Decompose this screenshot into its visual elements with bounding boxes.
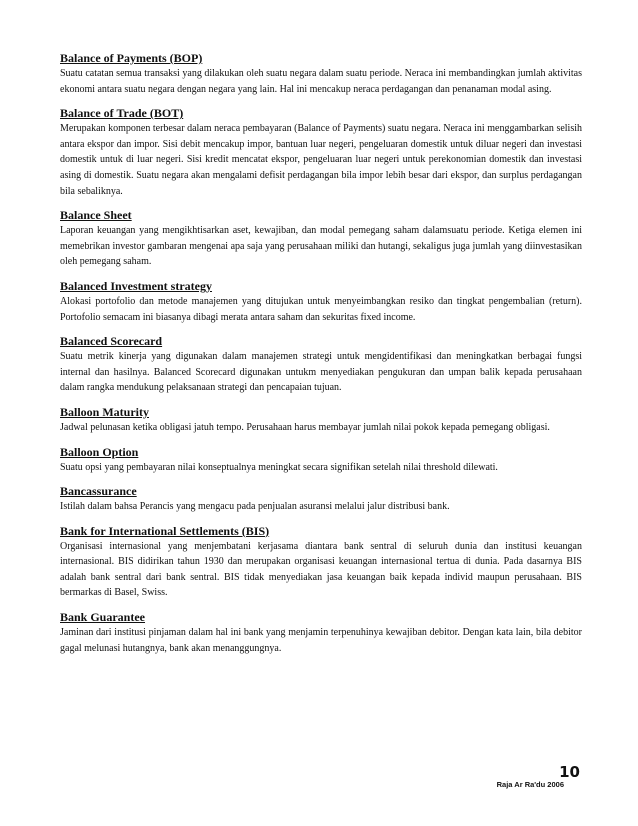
entry-term: Balanced Scorecard xyxy=(60,334,163,349)
entry-term: Balloon Option xyxy=(60,444,139,459)
author-credit: Raja Ar Ra'du 2006 xyxy=(496,780,564,789)
entry-definition: Jaminan dari institusi pinjaman dalam hal ini bank yang menjamin terpenuhinya kewajiban debitor. Dengan kata lain, bila debitor gagal melunasi hutangnya, bank akan menanggungnya. xyxy=(60,627,582,654)
glossary-entry xyxy=(60,609,582,656)
entry-term: Balloon Maturity xyxy=(60,404,149,419)
page-footer xyxy=(497,764,580,790)
entry-term: Balanced Investment strategy xyxy=(60,278,212,293)
glossary-entry xyxy=(60,404,582,436)
entry-definition: Alokasi portofolio dan metode manajemen yang ditujukan untuk menyeimbangkan resiko dan tingkat pengembalian (return). Portofolio semacam ini biasanya dibagi merata antara saham dan sekuritas fixed income. xyxy=(60,295,582,323)
entry-definition: Organisasi internasional yang menjembatani kerjasama diantara bank sentral di seluruh dunia dan institusi keuangan internasional. BIS didirikan tahun 1930 dan merupakan organisasi keuangan internasional tertua di dunia. Pada dasarnya BIS adalah bank sentral dari bank sentral. BIS tidak menyediakan jasa keuangan baik kepada individ maupun perusahaan. BIS bermarkas di Basel, Swiss. xyxy=(60,540,582,599)
glossary-entry xyxy=(60,483,582,515)
entry-definition: Jadwal pelunasan ketika obligasi jatuh tempo. Perusahaan harus membayar jumlah nilai pokok kepada pemegang obligasi. xyxy=(60,421,550,433)
glossary-content xyxy=(60,50,582,664)
entry-term: Balance of Trade (BOT) xyxy=(60,106,184,121)
entry-term: Balance of Payments (BOP) xyxy=(60,51,203,65)
entry-definition: Laporan keuangan yang mengikhtisarkan aset, kewajiban, dan modal pemegang saham dalamsuatu periode. Ketiga elemen ini memebrikan investor gambaran mengenai apa saja yang perusahaan miliki dan hutangi, sekaligus juga jumlah yang diinvestasikan oleh pemegang saham. xyxy=(60,225,582,268)
glossary-entry xyxy=(60,333,582,396)
entry-term: Bank for International Settlements (BIS) xyxy=(60,523,270,538)
glossary-entry xyxy=(60,444,582,476)
glossary-entry xyxy=(60,523,582,601)
page-number: 10 xyxy=(559,763,580,781)
entry-term: Bank Guarantee xyxy=(60,610,146,625)
glossary-entry xyxy=(60,105,582,199)
glossary-entry xyxy=(60,207,582,270)
entry-definition: Suatu opsi yang pembayaran nilai konseptualnya meningkat secara signifikan setelah nilai threshold dilewati. xyxy=(60,461,498,473)
entry-term: Bancassurance xyxy=(60,484,137,499)
glossary-entry xyxy=(60,278,582,325)
entry-definition: Istilah dalam bahsa Perancis yang mengacu pada penjualan asuransi melalui jalur distribusi bank. xyxy=(60,501,450,513)
entry-definition: Suatu metrik kinerja yang digunakan dalam manajemen strategi untuk mengidentifikasi dan meningkatkan berbagai fungsi internal dan hasilnya. Balanced Scorecard digunakan untukm menyediakan pengukuran dan umpan balik kepada perusahaan dalam rangka mendukung pelaksanaan strategi dan pencapaian tujuan. xyxy=(60,351,582,394)
entry-definition: Suatu catatan semua transaksi yang dilakukan oleh suatu negara dalam suatu periode. Neraca ini membandingkan jumlah aktivitas ekonomi antara suatu negara dengan negara yang lain. Hal ini mencakup neraca perdagangan dan penanaman modal asing. xyxy=(60,68,582,95)
entry-term: Balance Sheet xyxy=(60,208,132,223)
entry-definition: Merupakan komponen terbesar dalam neraca pembayaran (Balance of Payments) suatu negara. Neraca ini menggambarkan selisih antara ekspor dan impor. Sisi debit mencakup impor, bantuan luar negeri, pengeluaran domestik untuk diluar negeri dan investasi domestik untuk di luar negeri. Sisi kredit mencatat ekspor, pengeluaran luar negeri untuk perekonomian domestik dan investasi asing di domestik. Suatu negara akan mengalami defisit perdagangan bila impor lebih besar dari ekspor, dan surplus perdagangan bila sebaliknya. xyxy=(60,123,582,197)
glossary-entry xyxy=(60,50,582,97)
